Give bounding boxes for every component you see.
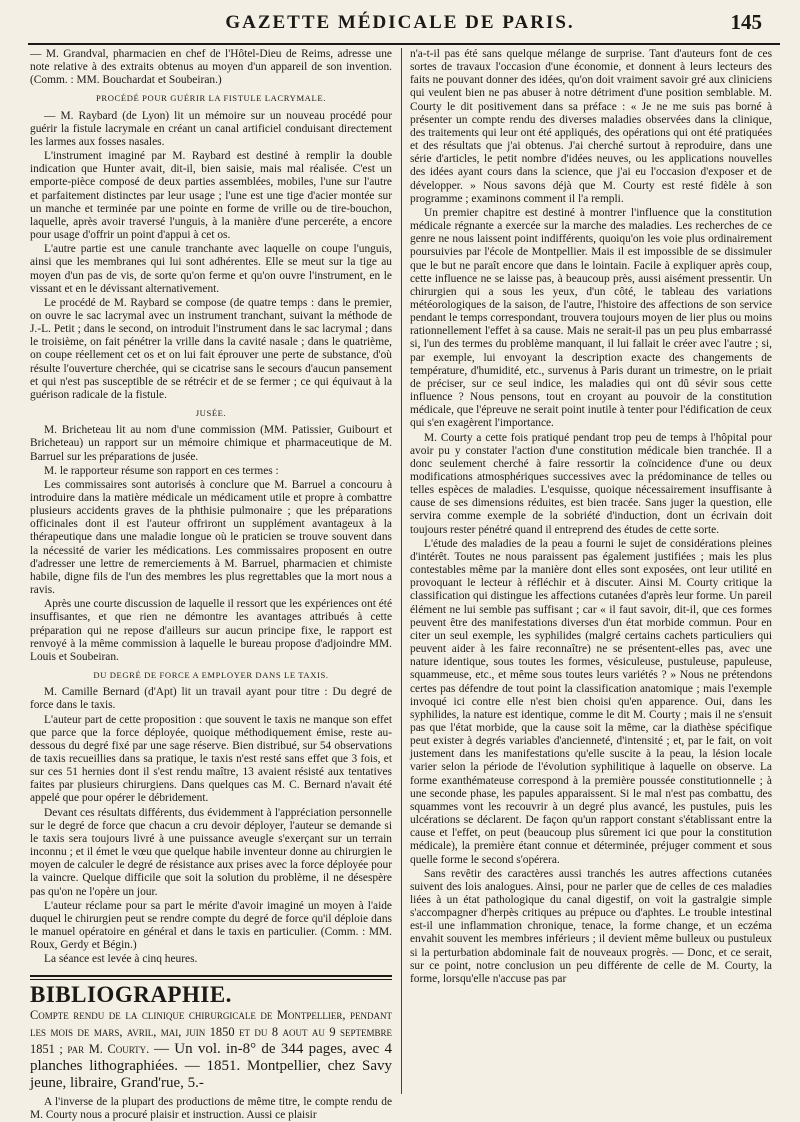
- bibliographie-heading: BIBLIOGRAPHIE.: [30, 982, 232, 1008]
- running-header: [0, 10, 800, 40]
- paragraph: M. le rapporteur résume son rapport en ces termes :: [44, 464, 279, 477]
- paragraph: M. Courty a cette fois pratiqué pendant trop peu de temps à l'hôpital pour avoir pu y constater l'action d'une constitution médicale bien tranchée. Il a donc seulement cherché à faire ressortir la coïncidence d'une ou deux modifications atmosphériques successives avec la prédominance de telles ou telles espèces de maladies. L'esquisse, quoique nécessairement insuffisante à cause de ses dimensions réduites, est bien tracée. Sans juger la question, elle servira comme exemple de la sobriété d'induction, dont un écrivain doit toujours rester pénétré quand il entreprend des études de cette sorte.: [410, 431, 772, 536]
- paragraph: L'autre partie est une canule tranchante avec laquelle on coupe l'unguis, ainsi que les membranes qui lui sont adhérentes. Elle se meut sur la tige au moyen d'un pas de vis, de sorte qu'on ferme et qu'on ouvre l'instrument, en le vissant et en le dévissant alternativement.: [30, 243, 392, 295]
- paragraph: — M. Raybard (de Lyon) lit un mémoire sur un nouveau procédé pour guérir la fistule lacrymale en créant un canal artificiel conduisant directement les larmes aux fosses nasales.: [30, 109, 392, 148]
- column-divider: [401, 48, 402, 1094]
- section-divider: [30, 975, 392, 980]
- paragraph: Les commissaires sont autorisés à conclure que M. Barruel a concouru à introduire dans la matière médicale un médicament utile et propre à combattre plusieurs accidents graves de la phthisie pulmonaire ; que les préparations officinales dont il est l'auteur offriront un supplément avantageux à la thérapeutique dans une maladie longue où le praticien se trouve souvent dans la nécessité de varier les médications. Les commissaires proposent en outre d'adresser une lettre de remerciements à M. Barruel, pharmacien et chimiste habile, digne fils de l'un des membres les plus regrettables que la mort nous a ravis.: [30, 478, 392, 597]
- section-title-fistule: PROCÉDÉ POUR GUÉRIR LA FISTULE LACRYMALE.: [96, 93, 326, 104]
- paragraph: L'auteur réclame pour sa part le mérite d'avoir imaginé un moyen à l'aide duquel le chirurgien peut se rendre compte du degré de force qu'il déploie dans le manuel opératoire en général et dans le taxis en particulier. (Comm. : MM. Roux, Gerdy et Bégin.): [30, 899, 392, 952]
- paragraph: n'a-t-il pas été sans quelque mélange de surprise. Tant d'auteurs font de ces sortes de travaux l'occasion d'une économie, et donnent à leurs lecteurs des faits ne pouvant donner des idées, qu'on doit vraiment savoir gré aux cliniciens qui veulent bien ne pas abuser à notre détriment d'une position semblable. M. Courty le dit positivement dans sa préface : « Je ne me suis pas borné à présenter un compte rendu des diverses maladies observées dans la clinique, des traitements qui leur ont été appliqués, des opérations qui ont été pratiquées et des résultats que j'ai obtenus. J'ai cherché surtout à reproduire, dans une série d'articles, le petit nombre d'idées neuves, ou les applications nouvelles des idées ayant cours dans la science, que j'ai eu l'occasion d'exposer et de développer. » Nous savons déjà que M. Courty est resté fidèle à son programme ; examinons comment il l'a rempli.: [410, 48, 772, 205]
- paragraph: Le procédé de M. Raybard se compose (de quatre temps : dans le premier, on ouvre le sac lacrymal avec un instrument tranchant, suivant la méthode de J.-L. Petit ; dans le second, on introduit l'instrument dans le sac lacrymal ; dans le troisième, on fait pénétrer la vrille dans la cavité nasale ; dans le quatrième, on coupe réellement cet os et on lui fait éprouver une perte de substance, d'où résulte l'ouverture cherchée, qui se cicatrise sans le secours d'aucun pansement et qui n'est pas susceptible de se rétrécir et de se fermer ; ce qui équivaut à la guérison radicale de la fistule.: [30, 296, 392, 401]
- section-title-jusee: JUSÉE.: [195, 408, 227, 419]
- paragraph: A l'inverse de la plupart des productions de même titre, le compte rendu de M. Courty nous a procuré plaisir et instruction. Aussi ce plaisir: [30, 1095, 392, 1121]
- section-title-taxis: DU DEGRÉ DE FORCE A EMPLOYER DANS LE TAXIS.: [93, 670, 329, 681]
- paragraph: L'instrument imaginé par M. Raybard est destiné à remplir la double indication que Hunter avait, dit-il, bien saisie, mais mal réalisée. C'est un emporte-pièce composé de deux parties assemblées, mobiles, l'une sur l'autre et parfaitement distinctes par leur usage ; l'une est une tige d'acier montée sur un manche et terminée par une pointe en forme de vrille ou de tire-bouchon, laquelle, après avoir traversé l'unguis, à la manière d'une perceréte, a encore pour usage d'offrir un point d'appui à cet os.: [30, 150, 392, 242]
- right-column: [410, 48, 772, 1094]
- left-column: [30, 48, 392, 1121]
- paragraph: — M. Grandval, pharmacien en chef de l'Hôtel-Dieu de Reims, adresse une note relative à des extraits obtenus au moyen d'un appareil de son invention. (Comm. : MM. Bouchardat et Soubeiran.): [30, 48, 392, 87]
- paragraph: L'auteur part de cette proposition : que souvent le taxis ne manque son effet que parce que la force déployée, quoique méthodiquement émise, reste au-dessous du degré fixé par une sage réserve. Bien distribué, sur 54 observations de taxis recueillies dans sa pratique, le taxis n'est resté sans effet que 3 fois, et sur ces 51 hernies dont il s'est rendu maître, 13 avaient résisté aux tentatives faites par plusieurs chirurgiens. Dans quelques cas M. C. Bernard n'avait été appelé que pour opérer le débridement.: [30, 713, 392, 805]
- book-details: — Un vol. in-8° de 344 pages, avec 4 planches lithographiées. — 1851. Montpellier, chez Savy jeune, libraire, Grand'rue, 5.-: [30, 1040, 392, 1091]
- paragraph: Un premier chapitre est destiné à montrer l'influence que la constitution médicale régnante a exercée sur la marche des maladies. Les recherches de ce genre ne nous laissent point indifférents, quoiqu'on les voie plus ordinairement poursuivies par l'école de Montpellier. Mais il est impossible de se dissimuler que le but ne paraît encore que dans le lointain. Facile à expliquer après coup, cette influence ne se laisse pas, à beaucoup près, aussi aisément pressentir. Un chirurgien qui a sous les yeux, d'un côté, le tableau des variations météorologiques de la saison, de l'autre, l'histoire des affections de son service pendant le temps correspondant, trouvera toujours moyen de lier plus ou moins rationnellement l'effet à sa cause. Mais ne serait-il pas un peu plus embarrassé si, l'un des termes du problème manquant, il lui fallait le créer avec l'autre ; si, par exemple, lui envoyant la description exacte des changements de température, d'humidité, etc., survenus à Paris durant un trimestre, on le priait de préciser, sur ce seul indice, les maladies qui ont dû sévir sous cette influence ? Nous pensons, tout en croyant au pouvoir de la constitution médicale, que l'épreuve ne serait point inutile à tenter pour l'édification de ceux qui s'en exagèrent l'importance.: [410, 206, 772, 430]
- page-number: 145: [730, 10, 762, 34]
- paragraph: M. Camille Bernard (d'Apt) lit un travail ayant pour titre : Du degré de force dans le taxis.: [30, 686, 392, 712]
- journal-title: GAZETTE MÉDICALE DE PARIS.: [225, 12, 575, 33]
- paragraph: L'étude des maladies de la peau a fourni le sujet de considérations pleines d'intérêt. Toutes ne nous paraissent pas également justifiées ; mais les plus contestables même par la manière dont elles sont exposées, ont leur utilité en provoquant le lecteur à réfléchir et à discuter. Ainsi M. Courty critique la classification qui distingue les affections cutanées d'après leur forme. Un pareil élément ne lui semble pas suffisant ; car « il faut savoir, dit-il, que ces formes peuvent être des manifestations diverses d'un état morbide commun. Pour en citer un seul exemple, les syphilides (malgré certains cachets particuliers qui peuvent aider à les faire reconnaître) ne se présentent-elles pas, avec une nature identique, sous toutes les formes, vésiculeuse, pustuleuse, papuleuse, squammeuse, etc., et même sous toutes leurs variétés ? » Nous ne prétendons certes pas défendre de tout point la classification anatomique ; mais l'exemple invoqué ici contre elle n'est bien choisi qu'en apparence. Oui, dans les syphilides, la nature est identique, comme le dit M. Courty ; mais il ne s'ensuit pas que l'état morbide, que la cause soit la même, car la diathèse spécifique peut exister à degrés variables d'ancienneté, d'intensité ; et, par le fait, on voit justement dans les manifestations qu'elle suscite à la peau, la lésion locale varier selon la période de l'évolution syphilitique à laquelle on observe. La forme exanthémateuse correspond à la première poussée constitutionnelle ; à une seconde phase, les papules apparaissent. Si le mal n'est pas combattu, des squammes vont les recouvrir à un degré plus avancé, les pustules, puis les ulcérations se déclarent. De façon qu'un rapport constant s'établissant entre la cause et l'effet, on peut (beaucoup plus sûrement ici que pour la constitution médicale), la première étant connue et déterminée, préjuger comment et sous quelle forme le second s'opérera.: [410, 537, 772, 866]
- paragraph: Sans revêtir des caractères aussi tranchés les autres affections cutanées suivent des lois analogues. Ainsi, pour ne parler que de celles de ces maladies liées à un état pathologique du canal digestif, on voit la gastralgie simple s'accompagner d'herpès critiques au prépuce ou d'aphtes. Le trouble intestinal est-il une inflammation chronique, tenace, la forme change, et un eczéma envahit souvent les membres inférieurs ; il devient même bulleux ou pustuleux si la perturbation abdominale fait de nouveaux progrès. — Donc, et ce serait, sur ce point, notre conclusion un peu différente de celle de M. Courty, la forme, lorsqu'elle n'accuse pas par: [410, 867, 772, 985]
- paragraph: Devant ces résultats différents, dus évidemment à l'appréciation personnelle sur le degré de force que chacun a cru devoir déployer, l'auteur se demande si le taxis sera toujours livré à une puissance aveugle s'exerçant sur un terrain inconnu ; et il émet le vœu que quelque habile inventeur donne au chirurgien le moyen de calculer le degré de résistance aux prises avec la force déployée pour la vaincre. Quelque difficile que soit la solution du problème, il ne désespère pas qu'on ne l'opère un jour.: [30, 806, 392, 898]
- paragraph: M. Bricheteau lit au nom d'une commission (MM. Patissier, Guibourt et Bricheteau) un rapport sur un mémoire chimique et pharmaceutique de M. Barruel sur les préparations de jusée.: [30, 424, 392, 463]
- paragraph: La séance est levée à cinq heures.: [44, 953, 198, 966]
- book-reference: [30, 1007, 392, 1092]
- book-title: Compte rendu de la clinique chirurgicale de Montpellier, pendant les mois de mars, avril, mai, juin 1850 et du 8 aout au 9 septembre 1851 ; par M. Courty.: [30, 1007, 392, 1056]
- header-rule: [28, 43, 780, 45]
- paragraph: Après une courte discussion de laquelle il ressort que les expériences ont été insuffisantes, et que rien ne démontre les avantages attribués à cette préparation qui ne repose d'ailleurs sur aucun principe fixe, le rapport est renvoyé à la même commission à laquelle le bureau propose d'adjoindre MM. Louis et Soubeiran.: [30, 598, 392, 663]
